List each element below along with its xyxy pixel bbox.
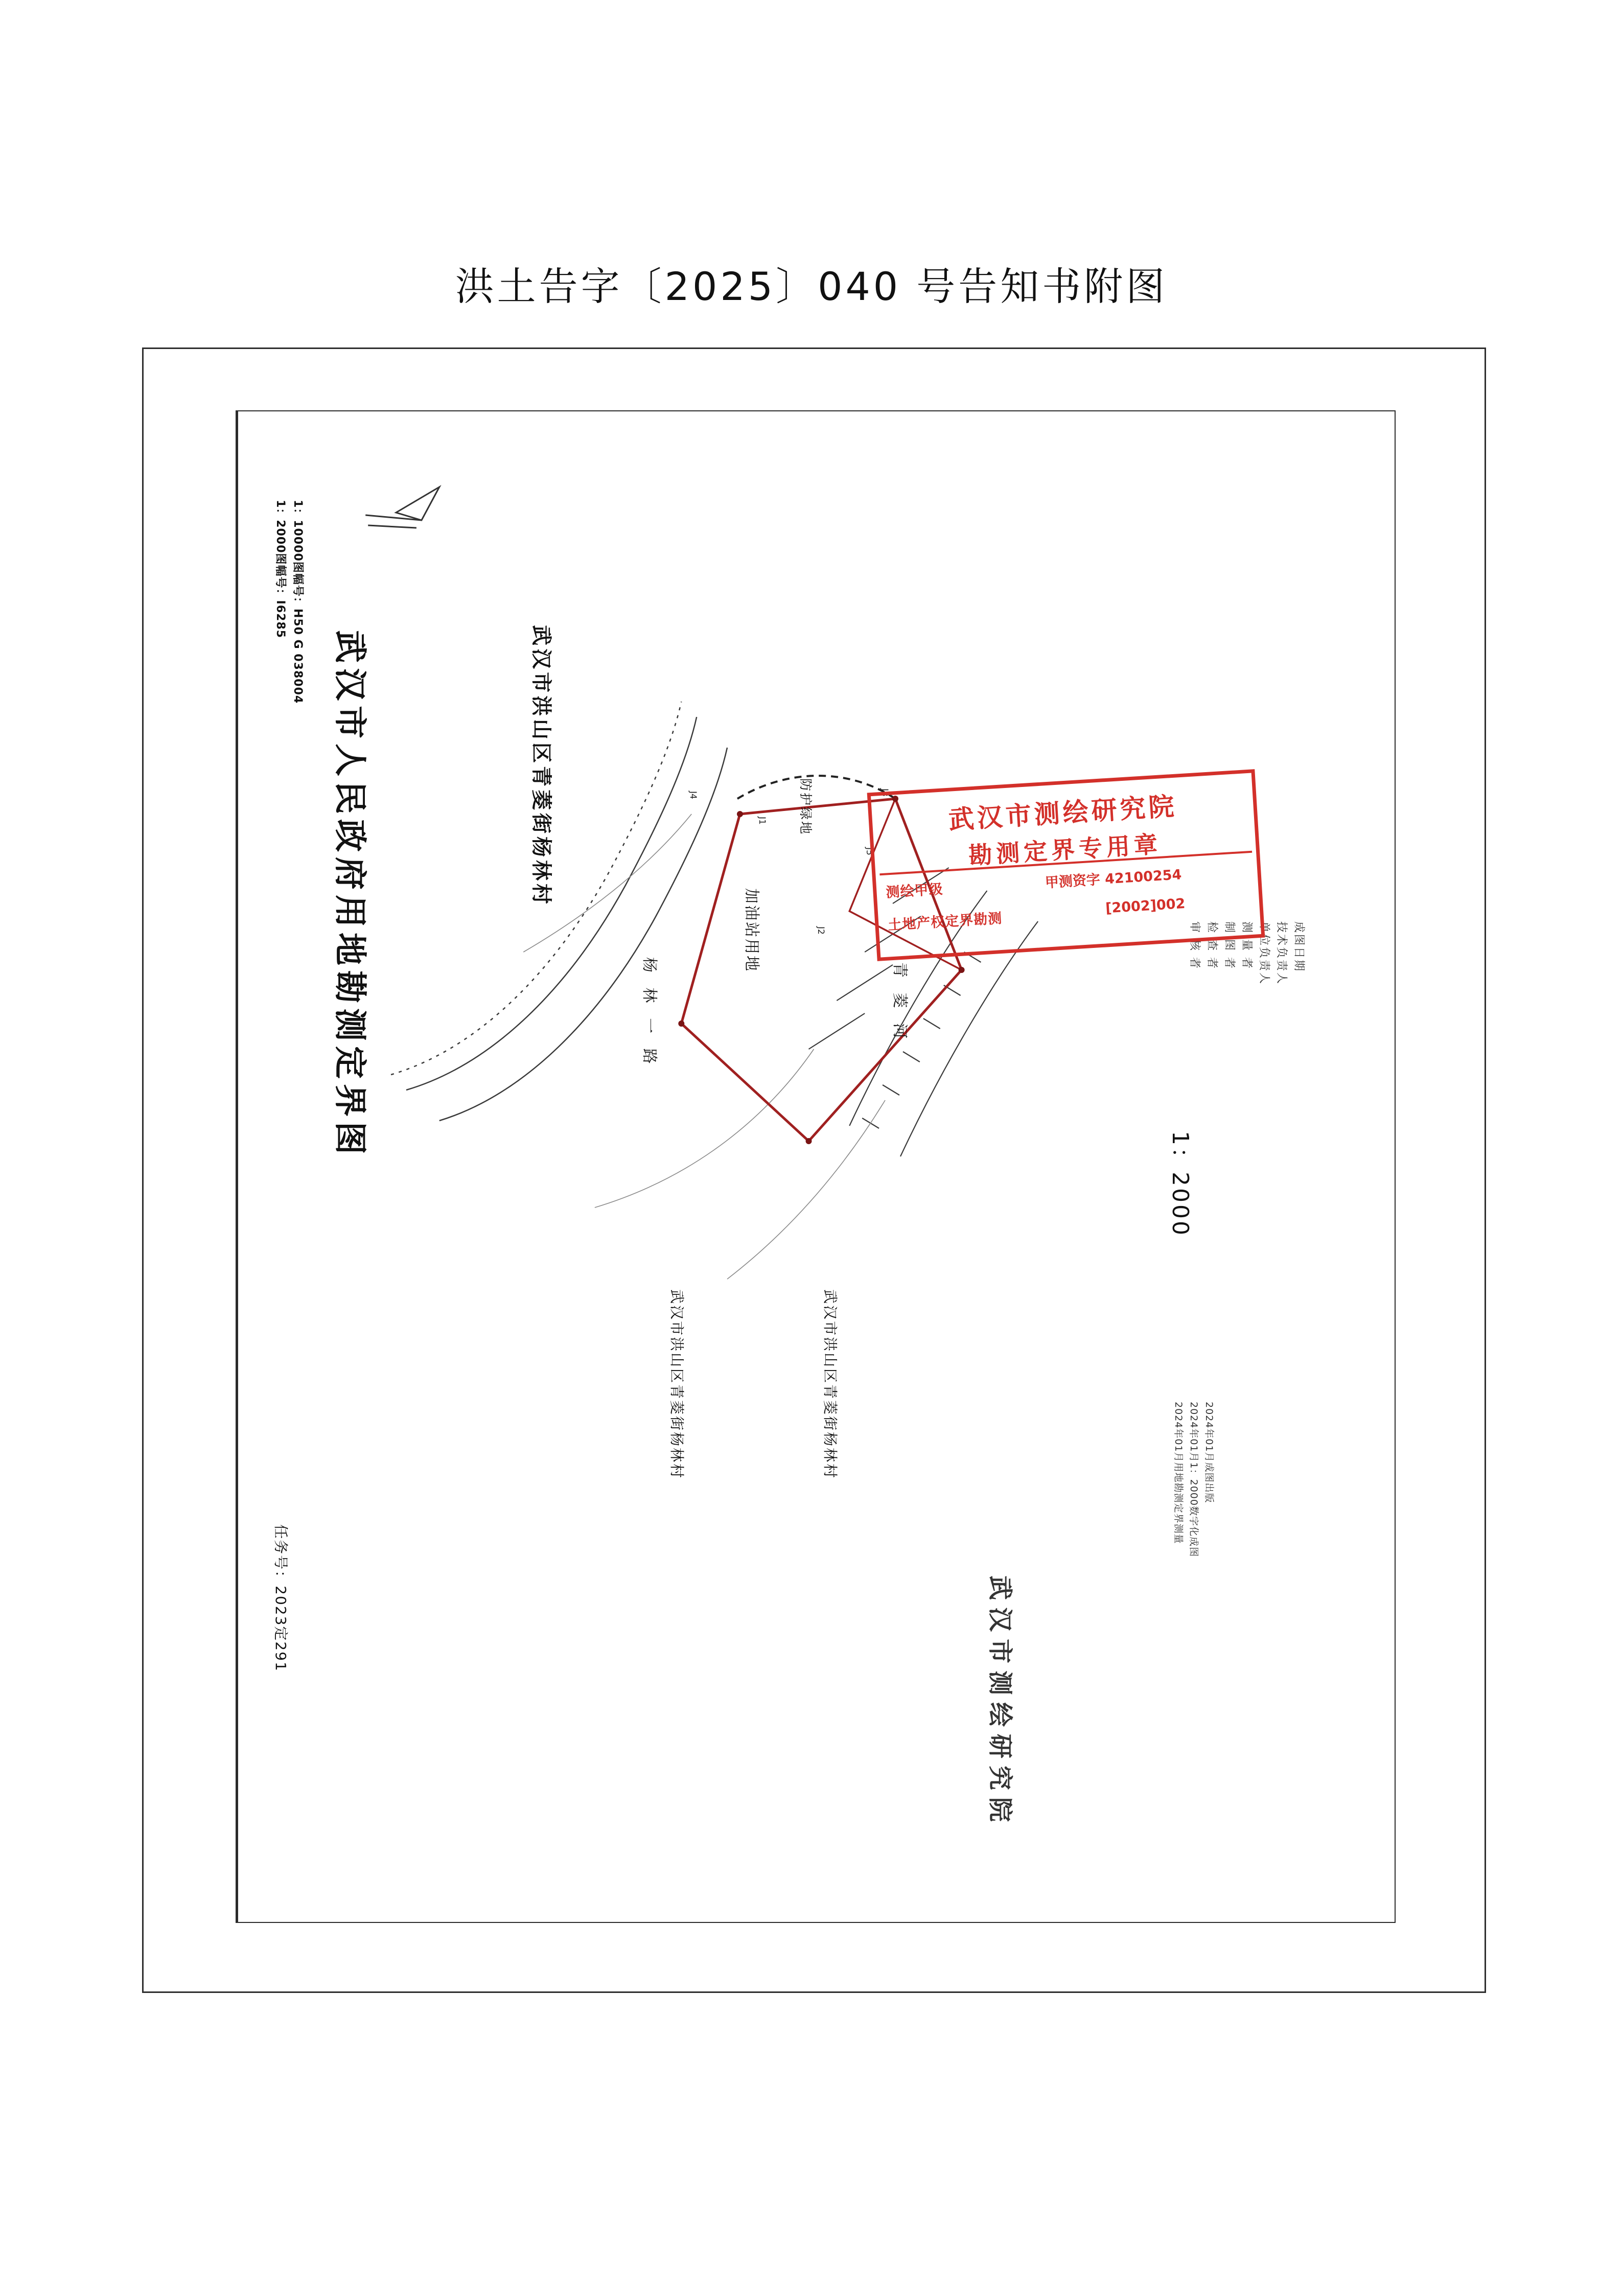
official-seal: [867, 769, 1265, 961]
note-survey-date: 2024年01月用地勘测定界测量: [1173, 1402, 1184, 1544]
page-title: 洪土告字〔2025〕040 号告知书附图: [455, 264, 1168, 309]
parcel-use-label: 加油站用地: [743, 888, 760, 972]
attribute-info-block: [1188, 921, 1333, 1156]
note-digital-mapping: 2024年01月1：2000数字化成图: [1188, 1402, 1199, 1557]
seal-line-grade: 测绘甲级: [885, 881, 944, 901]
point-label-j2: J2: [816, 926, 826, 935]
attr-tech-head: 技术负责人: [1275, 921, 1288, 986]
map-subtitle: 武汉市洪山区青菱街杨林村: [529, 625, 553, 907]
point-label-j5: J5: [864, 847, 874, 855]
scale-label: 1：2000: [1167, 1131, 1193, 1237]
attr-map-date: 成图日期: [1292, 921, 1305, 973]
sheet-number-2000: 1：2000图幅号：I6285: [274, 500, 287, 638]
north-arrow: [365, 487, 439, 528]
attr-auditor: 审 核 者: [1188, 921, 1201, 970]
seal-line-institute: 武汉市测绘研究院: [947, 791, 1178, 835]
seal-line-license: 甲测资字 42100254: [1045, 867, 1183, 891]
road-label-river: 青 菱 河: [891, 962, 909, 1044]
frame-top-rule: [238, 410, 1395, 411]
note-publish-date: 2024年01月成图出版: [1203, 1402, 1215, 1503]
map-drawing-frame: [236, 410, 1396, 1923]
attr-drafter: 制 图 者: [1223, 921, 1236, 970]
map-graphic: [238, 410, 1395, 1923]
seal-line-code: [2002]002: [1105, 895, 1186, 917]
road-yanglin-road: [406, 717, 727, 1121]
terrain-lines: [523, 814, 885, 1279]
sheet-number-10000: 1：10000图幅号：H50 G 038004: [291, 500, 304, 704]
village-label-right: 武汉市洪山区青菱街杨林村: [822, 1289, 839, 1480]
green-belt-label: 防护绿地: [798, 778, 813, 836]
scanned-sheet: [142, 347, 1486, 1993]
attr-unit-head: 单位负责人: [1258, 921, 1270, 986]
road-label-yanglin: 杨 林 一 路: [640, 957, 658, 1069]
attr-checker: 检 查 者: [1205, 921, 1218, 970]
company-name: 武汉市测绘研究院: [986, 1575, 1014, 1829]
seal-line-scope: 土地产权定界勘测: [887, 910, 1003, 934]
attr-surveyor: 测 量 者: [1240, 921, 1253, 970]
seal-line-purpose: 勘测定界专用章: [967, 830, 1163, 870]
point-label-j3: J3: [879, 788, 890, 797]
map-title: 武汉市人民政府用地勘测定界图: [331, 630, 368, 1159]
point-label-j1: J1: [757, 817, 767, 825]
frame-bottom-rule: [238, 1922, 1395, 1923]
village-label-left: 武汉市洪山区青菱街杨林村: [668, 1289, 685, 1480]
task-number: 任务号：2023定291: [272, 1524, 289, 1672]
point-label-j4: J4: [688, 791, 698, 799]
